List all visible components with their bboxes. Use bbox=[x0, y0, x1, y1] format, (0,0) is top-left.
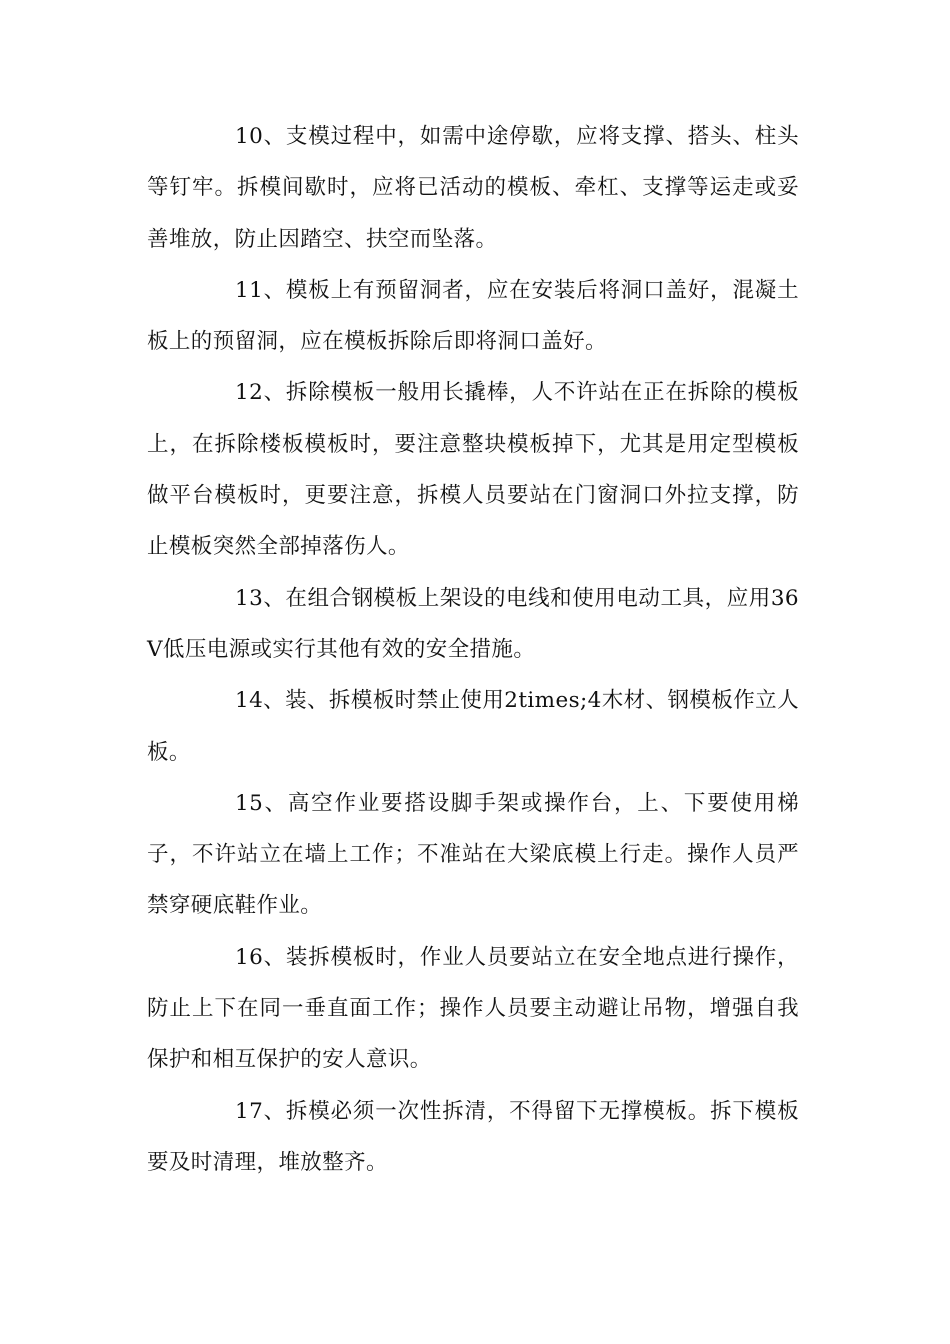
paragraph-item-15: 15、高空作业要搭设脚手架或操作台，上、下要使用梯子，不许站立在墙上工作；不准站在大梁底模上行走。操作人员严禁穿硬底鞋作业。 bbox=[147, 790, 799, 919]
document-body bbox=[147, 111, 799, 1188]
paragraph-item-10: 10、支模过程中，如需中途停歇，应将支撑、搭头、柱头等钉牢。拆模间歇时，应将已活动的模板、牵杠、支撑等运走或妥善堆放，防止因踏空、扶空而坠落。 bbox=[147, 124, 799, 252]
paragraph-item-16: 16、装拆模板时，作业人员要站立在安全地点进行操作，防止上下在同一垂直面工作；操作人员要主动避让吊物，增强自我保护和相互保护的安人意识。 bbox=[147, 944, 799, 1073]
paragraph-item-14: 14、装、拆模板时禁止使用2times;4木材、钢模板作立人板。 bbox=[147, 688, 799, 765]
paragraph-item-11: 11、模板上有预留洞者，应在安装后将洞口盖好，混凝土板上的预留洞，应在模板拆除后即将洞口盖好。 bbox=[147, 277, 799, 355]
paragraph-item-12: 12、拆除模板一般用长撬棒，人不许站在正在拆除的模板上，在拆除楼板模板时，要注意整块模板掉下，尤其是用定型模板做平台模板时，更要注意，拆模人员要站在门窗洞口外拉支撑，防止模板突然全部掉落伤人。 bbox=[147, 380, 799, 560]
paragraph-item-13: 13、在组合钢模板上架设的电线和使用电动工具，应用36V低压电源或实行其他有效的安全措施。 bbox=[147, 585, 799, 662]
paragraph-item-17: 17、拆模必须一次性拆清，不得留下无撑模板。拆下模板要及时清理，堆放整齐。 bbox=[147, 1098, 799, 1175]
